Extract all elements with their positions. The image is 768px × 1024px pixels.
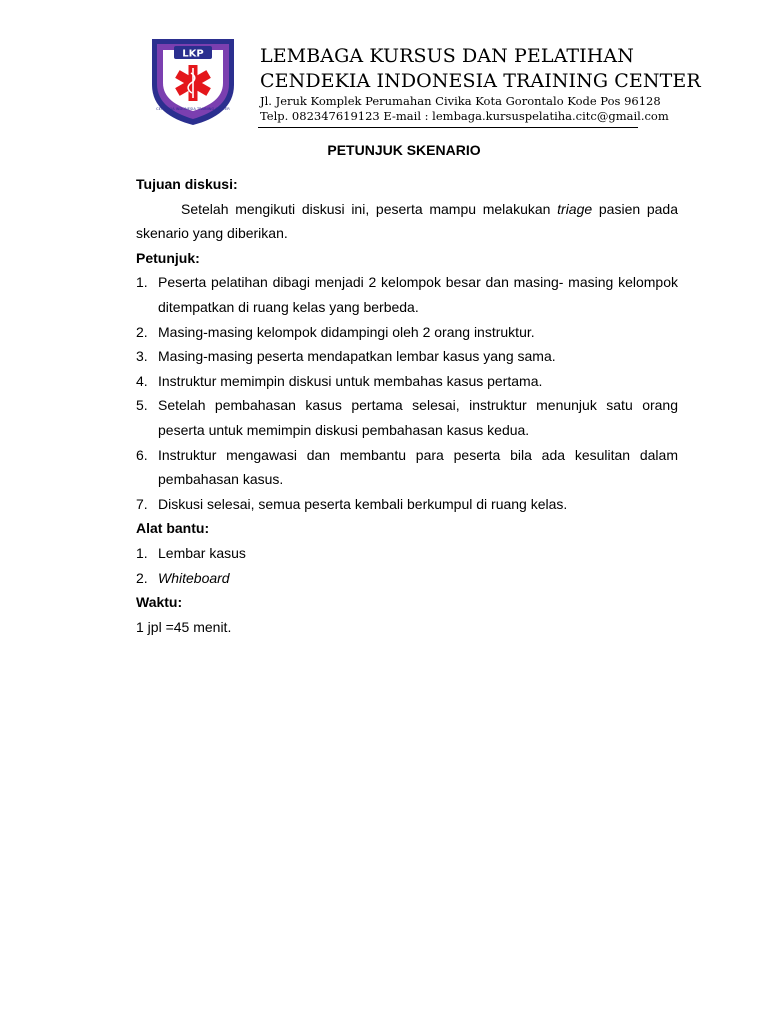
letterhead-rule (258, 127, 638, 128)
waktu-heading: Waktu: (136, 594, 183, 611)
list-item-text: Masing-masing peserta mendapatkan lembar kasus yang sama. (158, 348, 556, 365)
logo-text: LKP (182, 48, 204, 60)
tujuan-paragraph (136, 197, 678, 246)
document-body (136, 172, 678, 639)
list-item-number: 1. (136, 544, 148, 561)
org-contact: Telp. 082347619123 E-mail : lembaga.kursuspelatiha.citc@gmail.com (260, 109, 669, 123)
list-item-number: 1. (136, 274, 148, 291)
list-item-number: 3. (136, 348, 148, 365)
list-item-text: Whiteboard (158, 569, 230, 586)
tujuan-heading: Tujuan diskusi: (136, 176, 238, 192)
list-item (136, 393, 678, 442)
list-item (136, 270, 678, 319)
waktu-text: 1 jpl =45 menit. (136, 618, 232, 635)
org-address: Jl. Jeruk Komplek Perumahan Civika Kota Gorontalo Kode Pos 96128 (260, 94, 661, 108)
list-item (136, 369, 678, 394)
list-item-number: 2. (136, 569, 148, 586)
list-item-number: 5. (136, 397, 148, 414)
list-item (136, 443, 678, 492)
petunjuk-heading: Petunjuk: (136, 249, 200, 266)
list-item-number: 7. (136, 495, 148, 512)
tujuan-text-before: Setelah mengikuti diskusi ini, peserta mampu melakukan (181, 200, 558, 217)
list-item-text: Instruktur mengawasi dan membantu para peserta bila ada kesulitan dalam pembahasan kasus. (158, 446, 678, 488)
list-item-number: 4. (136, 372, 148, 389)
list-item (136, 492, 678, 517)
list-item (136, 344, 678, 369)
lkp-logo-icon (146, 33, 240, 127)
document-title: PETUNJUK SKENARIO (327, 142, 481, 158)
list-item (136, 541, 678, 566)
list-item-number: 2. (136, 323, 148, 340)
list-item-text: Instruktur memimpin diskusi untuk membahas kasus pertama. (158, 372, 543, 389)
petunjuk-list (136, 270, 678, 516)
list-item (136, 320, 678, 345)
list-item-number: 6. (136, 446, 148, 463)
tujuan-text-after: pasien pada skenario yang diberikan. (136, 200, 678, 242)
alat-bantu-heading: Alat bantu: (136, 520, 210, 537)
list-item-text: Peserta pelatihan dibagi menjadi 2 kelompok besar dan masing- masing kelompok ditempatkan di ruang kelas yang berbeda. (158, 274, 678, 315)
org-name-line-2: CENDEKIA INDONESIA TRAINING CENTER (260, 70, 701, 92)
org-name-line-1: LEMBAGA KURSUS DAN PELATIHAN (260, 45, 634, 67)
list-item-text: Setelah pembahasan kasus pertama selesai, instruktur menunjuk satu orang peserta untuk memimpin diskusi pembahasan kasus kedua. (158, 397, 678, 438)
organization-name (260, 44, 701, 94)
list-item-text: Masing-masing kelompok didampingi oleh 2 orang instruktur. (158, 323, 535, 340)
list-item (136, 566, 678, 591)
tujuan-text-italic: triage (557, 200, 593, 217)
list-item-text: Lembar kasus (158, 544, 246, 561)
alat-bantu-list (136, 541, 678, 590)
list-item-text: Diskusi selesai, semua peserta kembali berkumpul di ruang kelas. (158, 495, 568, 512)
logo-ring-text: CENDEKIA INDONESIA TRAINING CENTER (156, 107, 230, 111)
